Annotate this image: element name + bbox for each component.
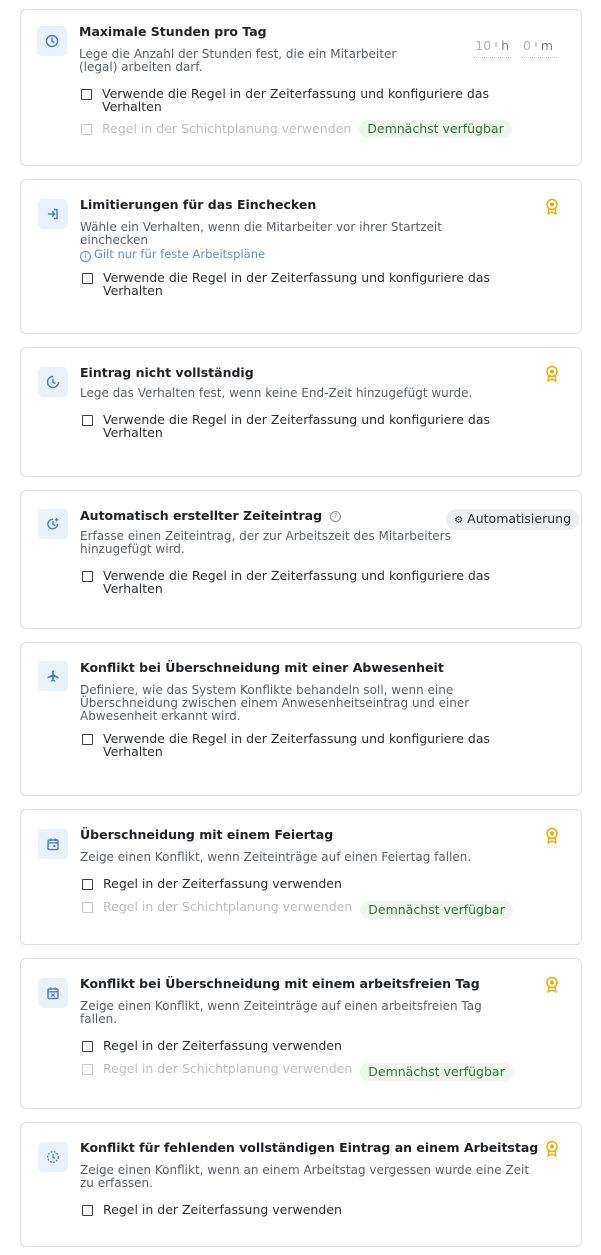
rule-time-tracking-checkbox[interactable] <box>82 273 93 284</box>
card-title-text: Automatisch erstellter Zeiteintrag <box>80 508 323 523</box>
fixed-schedule-note <box>80 247 521 262</box>
hours-input[interactable] <box>473 38 511 58</box>
premium-badge-icon <box>545 1140 559 1161</box>
card-title: Eintrag nicht vollständig <box>80 365 254 380</box>
card-description: Wähle ein Verhalten, wenn die Mitarbeiter vor ihrer Startzeit einchecken <box>80 220 442 247</box>
rule-time-tracking[interactable] <box>80 1203 521 1216</box>
rule-time-tracking[interactable] <box>80 569 521 595</box>
help-icon[interactable]: ? <box>330 511 341 522</box>
coming-soon-badge: Demnächst verfügbar <box>360 1063 512 1081</box>
rule-time-tracking[interactable] <box>80 1039 521 1052</box>
airplane-icon <box>38 661 68 691</box>
premium-badge-icon <box>545 365 559 386</box>
rule-shift-planning <box>80 900 521 918</box>
rule-time-tracking-label: Verwende die Regel in der Zeiterfassung und konfiguriere das Verhalten <box>103 270 490 298</box>
rule-time-tracking-checkbox[interactable] <box>81 89 92 100</box>
rule-time-tracking-label: Verwende die Regel in der Zeiterfassung und konfiguriere das Verhalten <box>103 731 490 759</box>
card-description: Lege die Anzahl der Stunden fest, die ein Mitarbeiter (legal) arbeiten darf. <box>79 47 397 74</box>
calendar-icon <box>38 829 68 859</box>
hours-value: 10 <box>475 38 492 53</box>
rule-shift-planning-label: Regel in der Schichtplanung verwenden <box>102 121 352 136</box>
rule-card-check-in-limits <box>20 179 582 334</box>
rule-time-tracking-checkbox[interactable] <box>82 1041 93 1052</box>
rule-time-tracking[interactable] <box>80 877 521 890</box>
card-description: Zeige einen Konflikt, wenn Zeiteinträge auf einen arbeitsfreien Tag fallen. <box>80 999 482 1026</box>
card-title: Limitierungen für das Einchecken <box>80 197 317 212</box>
clock-partial-icon <box>38 367 68 397</box>
card-title: Überschneidung mit einem Feiertag <box>80 827 334 842</box>
card-title: Konflikt bei Überschneidung mit einem arbeitsfreien Tag <box>80 976 480 991</box>
card-title: Maximale Stunden pro Tag <box>79 24 267 39</box>
note-text: Gilt nur für feste Arbeitspläne <box>94 247 266 261</box>
rule-shift-planning-checkbox <box>81 124 92 135</box>
rule-time-tracking[interactable] <box>80 271 521 297</box>
clock-add-icon <box>38 509 68 539</box>
rule-card-absence-conflict <box>20 642 582 796</box>
rule-card-holiday-overlap <box>20 809 582 945</box>
rule-card-day-off-overlap <box>20 958 582 1109</box>
hours-unit: h <box>501 38 509 53</box>
automation-chip <box>446 509 579 530</box>
rule-time-tracking-checkbox[interactable] <box>82 879 93 890</box>
clock-dashed-icon <box>38 1142 68 1172</box>
premium-badge-icon <box>545 976 559 997</box>
coming-soon-badge: Demnächst verfügbar <box>359 120 511 138</box>
rule-time-tracking[interactable] <box>79 87 521 113</box>
minutes-input[interactable] <box>521 38 557 58</box>
coming-soon-badge: Demnächst verfügbar <box>360 901 512 919</box>
max-hours-inputs <box>473 38 557 58</box>
rule-card-auto-entry <box>20 490 582 629</box>
rule-time-tracking-label: Verwende die Regel in der Zeiterfassung und konfiguriere das Verhalten <box>103 568 490 596</box>
rule-time-tracking[interactable] <box>80 413 521 439</box>
rule-time-tracking-label: Verwende die Regel in der Zeiterfassung und konfiguriere das Verhalten <box>102 86 489 114</box>
card-description: Zeige einen Konflikt, wenn Zeiteinträge auf einen Feiertag fallen. <box>80 850 472 864</box>
spinner-icon[interactable]: ⬍ <box>493 41 500 49</box>
rule-time-tracking-label: Regel in der Zeiterfassung verwenden <box>103 1038 342 1053</box>
card-title: Konflikt bei Überschneidung mit einer Abwesenheit <box>80 660 444 675</box>
rule-shift-planning-checkbox <box>82 1064 93 1075</box>
check-in-icon <box>38 199 68 229</box>
premium-badge-icon <box>545 198 559 219</box>
calendar-off-icon <box>38 978 68 1008</box>
rule-shift-planning-label: Regel in der Schichtplanung verwenden <box>103 899 353 914</box>
rule-card-incomplete-entry <box>20 347 582 477</box>
premium-badge-icon <box>545 827 559 848</box>
minutes-unit: m <box>540 38 554 53</box>
rule-time-tracking-label: Regel in der Zeiterfassung verwenden <box>103 876 342 891</box>
rule-time-tracking[interactable] <box>80 732 521 758</box>
rule-card-missing-entry <box>20 1122 582 1247</box>
rule-shift-planning <box>79 122 521 140</box>
card-description: Definiere, wie das System Konflikte behandeln soll, wenn eine Überschneidung zwischen einem Anwesenheitseintrag und einer Abwesenheit erkannt wird. <box>80 683 470 723</box>
rule-time-tracking-label: Verwende die Regel in der Zeiterfassung und konfiguriere das Verhalten <box>103 412 490 440</box>
automation-icon: ⚙ <box>454 515 464 526</box>
card-description: Lege das Verhalten fest, wenn keine End-Zeit hinzugefügt wurde. <box>80 386 473 400</box>
info-icon: i <box>80 251 91 262</box>
rule-time-tracking-label: Regel in der Zeiterfassung verwenden <box>103 1202 342 1217</box>
card-title: Konflikt für fehlenden vollständigen Eintrag an einem Arbeitstag <box>80 1140 539 1155</box>
rule-shift-planning-label: Regel in der Schichtplanung verwenden <box>103 1061 353 1076</box>
rule-time-tracking-checkbox[interactable] <box>82 734 93 745</box>
card-description: Erfasse einen Zeiteintrag, der zur Arbeitszeit des Mitarbeiters hinzugefügt wird. <box>80 529 451 556</box>
rule-shift-planning-checkbox <box>82 902 93 913</box>
rule-shift-planning <box>80 1062 521 1080</box>
rule-time-tracking-checkbox[interactable] <box>82 415 93 426</box>
spinner-icon[interactable]: ⬍ <box>532 41 539 49</box>
card-description: Zeige einen Konflikt, wenn an einem Arbeitstag vergessen wurde eine Zeit zu erfassen. <box>80 1163 530 1190</box>
rule-time-tracking-checkbox[interactable] <box>82 1205 93 1216</box>
rule-time-tracking-checkbox[interactable] <box>82 571 93 582</box>
clock-icon <box>37 26 67 56</box>
automation-label: Automatisierung <box>467 511 571 526</box>
minutes-value: 0 <box>523 38 531 53</box>
rule-card-max-hours <box>20 9 582 166</box>
